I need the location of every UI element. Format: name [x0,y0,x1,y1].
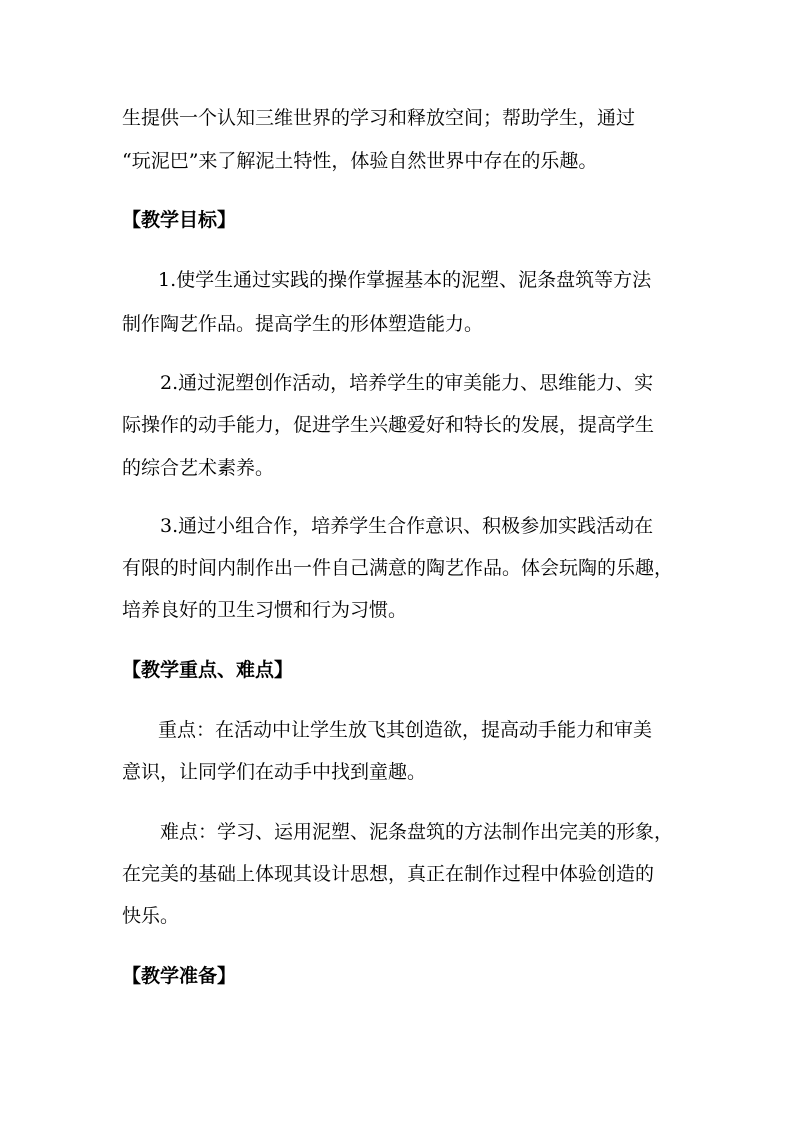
body-text-line: 意识，让同学们在动手中找到童趣。 [122,761,427,783]
body-text-line: 有限的时间内制作出一件自己满意的陶艺作品。体会玩陶的乐趣， [122,557,674,579]
section-heading-preparation: 【教学准备】 [122,965,237,987]
body-text-line: 快乐。 [122,905,180,927]
body-text-line: “玩泥巴”来了解泥土特性，体验自然世界中存在的乐趣。 [122,150,598,172]
body-text-line: 重点：在活动中让学生放飞其创造欲，提高动手能力和审美 [158,719,653,741]
body-text-line: 制作陶艺作品。提高学生的形体塑造能力。 [122,313,484,335]
section-heading-objectives: 【教学目标】 [122,209,237,231]
body-text-line: 际操作的动手能力，促进学生兴趣爱好和特长的发展，提高学生 [122,414,655,436]
body-text-line: 生提供一个认知三维世界的学习和释放空间；帮助学生，通过 [122,107,636,129]
body-text-line: 在完美的基础上体现其设计思想，真正在制作过程中体验创造的 [122,863,655,885]
body-text-line: 3.通过小组合作，培养学生合作意识、积极参加实践活动在 [160,515,654,537]
body-text-line: 难点：学习、运用泥塑、泥条盘筑的方法制作出完美的形象， [160,821,674,843]
body-text-line: 培养良好的卫生习惯和行为习惯。 [122,599,408,621]
body-text-line: 1.使学生通过实践的操作掌握基本的泥塑、泥条盘筑等方法 [158,269,652,291]
body-text-line: 的综合艺术素养。 [122,457,275,479]
body-text-line: 2.通过泥塑创作活动，培养学生的审美能力、思维能力、实 [160,372,654,394]
section-heading-key-points: 【教学重点、难点】 [122,659,294,681]
